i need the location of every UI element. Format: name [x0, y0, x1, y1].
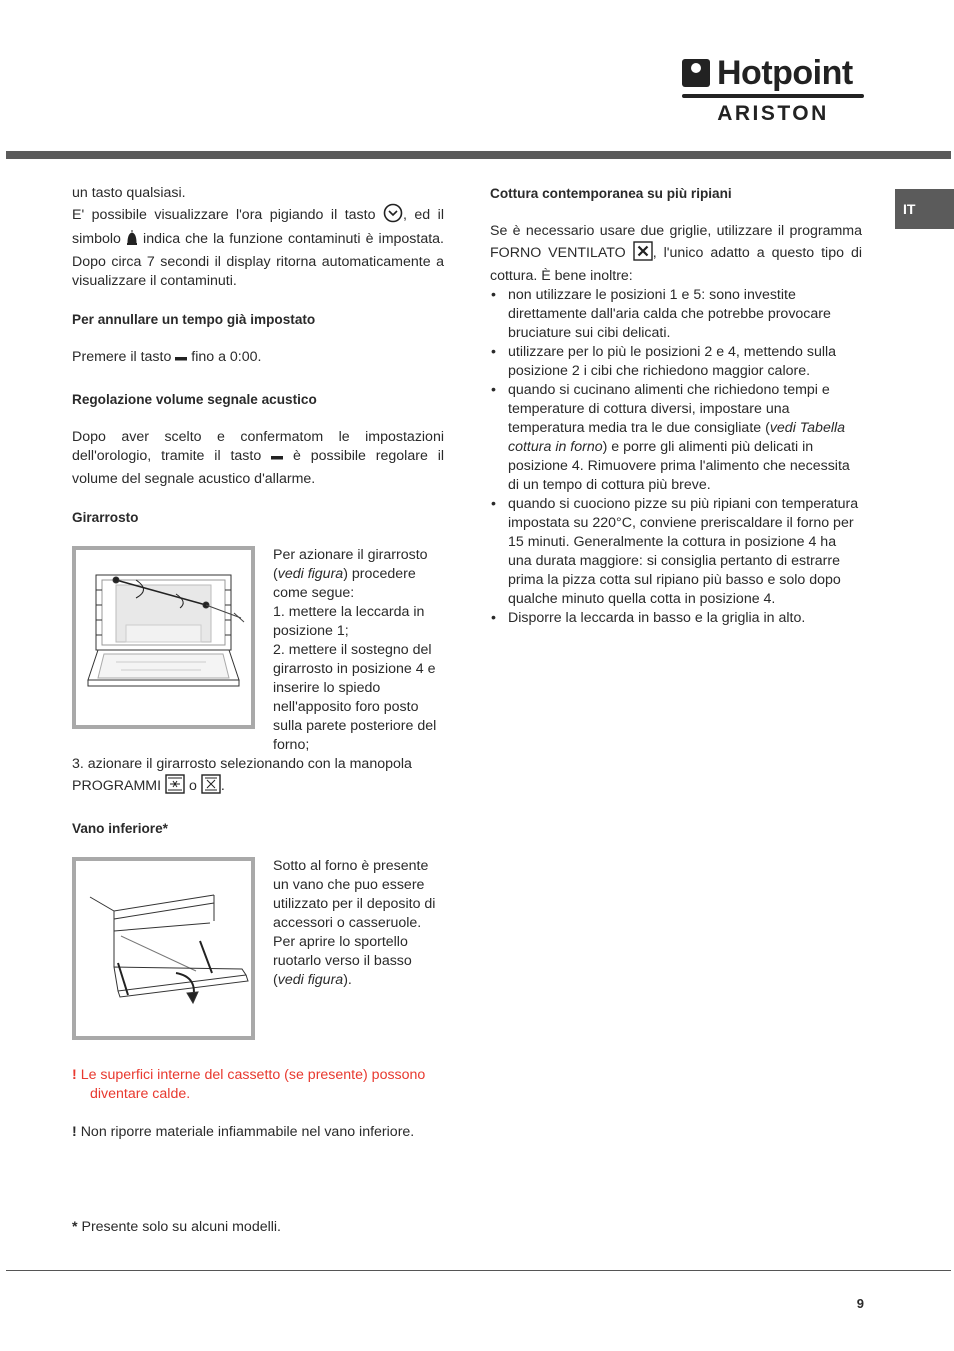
- clock-paragraph: [72, 203, 444, 291]
- clock-text-c: indica che la funzione contaminuti è impostata. Dopo circa 7 secondi il display ritorna automaticamente a visualizzare il contaminuti.: [72, 231, 444, 289]
- drawer-italic: vedi figura: [277, 972, 344, 988]
- clock-text-a: E' possibile visualizzare l'ora pigiando il tasto: [72, 207, 376, 223]
- volume-text-b: è possibile regolare il volume del segnale acustico d'allarme.: [72, 448, 445, 487]
- spit-step-1: 1. mettere la leccarda in posizione 1;: [273, 604, 425, 639]
- warning-mark: !: [72, 1124, 77, 1140]
- grill-program-icon: [201, 774, 221, 800]
- minus-icon: [175, 352, 187, 371]
- multilevel-heading: Cottura contemporanea su più ripiani: [490, 186, 732, 201]
- clock-text-b: , ed il simbolo: [72, 207, 444, 247]
- warning-flammable: [72, 1123, 444, 1142]
- spit-step-3-text-b: o: [188, 778, 197, 794]
- volume-paragraph: [72, 428, 444, 489]
- warning-text-1: Le superfici interne del cassetto (se presente) possono diventare calde.: [80, 1067, 426, 1102]
- footer-rule: [6, 1270, 951, 1271]
- drawer-paragraph: [273, 857, 444, 990]
- logo-sub-brand: ARISTON: [717, 102, 829, 125]
- tip-3-italic: vedi Tabella cottura in forno: [508, 420, 846, 455]
- spit-text: [273, 546, 444, 755]
- logo-brand-text: Hotpoint: [717, 54, 853, 92]
- cancel-heading: Per annullare un tempo già impostato: [72, 312, 316, 327]
- drawer-text-a: Sotto al forno è presente un vano che puo essere utilizzato per il deposito di accessori o casseruole. Per aprire lo sportello ruotarlo verso il basso (: [273, 858, 436, 988]
- logo-hotpoint: [682, 54, 864, 92]
- spit-text-b: ) procedere come segue:: [273, 566, 416, 601]
- spit-heading: Girarrosto: [72, 510, 139, 525]
- tip-3-text-b: ) e porre gli alimenti più delicati in posizione 4. Rimuovere prima l'alimento che necessita di un tempo di cottura più breve.: [508, 439, 850, 493]
- spit-step-2: 2. mettere il sostegno del girarrosto in posizione 4 e inserire lo spiedo nell'apposito foro posto sulla parete posteriore del forno;: [273, 642, 437, 753]
- multilevel-intro: [490, 222, 862, 286]
- volume-heading: Regolazione volume segnale acustico: [72, 392, 317, 407]
- footnote-mark: *: [72, 1219, 78, 1235]
- intro-line: un tasto qualsiasi.: [72, 185, 186, 201]
- spit-step-3-text-a: 3. azionare il girarrosto selezionando con la manopola PROGRAMMI: [72, 756, 412, 794]
- rotisserie-program-icon: [165, 774, 185, 800]
- tip-3-text-a: quando si cucinano alimenti che richiedono tempi e temperature di cottura diversi, impostare una temperatura media tra le due consigliate (: [508, 382, 830, 436]
- logo-divider: [682, 94, 864, 98]
- bell-icon: [126, 229, 138, 253]
- spit-italic: vedi figura: [277, 566, 344, 582]
- spit-step-3-text-c: .: [220, 778, 225, 794]
- drawer-text: [273, 857, 444, 1040]
- cancel-text-b: fino a 0:00.: [191, 349, 262, 365]
- drawer-text-b: ).: [343, 972, 352, 988]
- right-column: [490, 184, 862, 628]
- multilevel-intro-b: , l'unico adatto a questo tipo di cottura. È bene inoltre:: [490, 245, 862, 284]
- tip-item: • non utilizzare le posizioni 1 e 5: sono investite direttamente dall'aria calda che potrebbe provocare bruciature sui cibi delicati.: [490, 286, 862, 343]
- multilevel-tips: [490, 286, 862, 628]
- logo-mark-icon: [682, 59, 710, 87]
- drawer-section: [72, 857, 444, 1040]
- drawer-figure: [72, 857, 255, 1040]
- language-tab: IT: [895, 189, 954, 229]
- spit-intro: [273, 546, 444, 603]
- spit-step-3: [72, 755, 444, 800]
- warning-mark: !: [72, 1067, 77, 1083]
- cancel-text-a: Premere il tasto: [72, 349, 172, 365]
- warning-text-2: Non riporre materiale infiammabile nel vano inferiore.: [80, 1124, 415, 1140]
- drawer-heading: Vano inferiore*: [72, 821, 168, 836]
- rotisserie-figure: [72, 546, 255, 729]
- tip-item: [490, 381, 862, 495]
- brand-logo: [682, 54, 864, 127]
- multilevel-intro-a: Se è necessario usare due griglie, utilizzare il programma FORNO VENTILATO: [490, 223, 862, 261]
- volume-text-a: Dopo aver scelto e confermatom le impostazioni dell'orologio, tramite il tasto: [72, 429, 444, 464]
- spit-text-a: Per azionare il girarrosto (: [273, 547, 428, 582]
- fan-oven-icon: [633, 241, 653, 267]
- warning-hot-surface: [72, 1066, 444, 1104]
- clock-icon: [383, 203, 403, 229]
- footnote: [72, 1218, 444, 1237]
- spit-section: [72, 546, 444, 755]
- left-column: [72, 184, 444, 1142]
- cancel-paragraph: [72, 348, 444, 371]
- tip-item: • utilizzare per lo più le posizioni 2 e 4, mettendo sulla posizione 2 i cibi che richiedono maggior calore.: [490, 343, 862, 381]
- tip-item: • Disporre la leccarda in basso e la griglia in alto.: [490, 609, 862, 628]
- header-bar: [6, 151, 951, 159]
- page-number: 9: [856, 1296, 864, 1311]
- minus-icon: [271, 451, 283, 470]
- footnote-text: Presente solo su alcuni modelli.: [81, 1219, 282, 1235]
- tip-item: • quando si cuociono pizze su più ripiani con temperatura impostata su 220°C, conviene preriscaldare il forno per 15 minuti. Generalmente la cottura in posizione 4 ha una durata maggiore: si consiglia pertanto di estrarre prima la pizza cotta sul ripiano più basso e solo dopo qualche minuto quella cotta in posizione 4.: [490, 495, 862, 609]
